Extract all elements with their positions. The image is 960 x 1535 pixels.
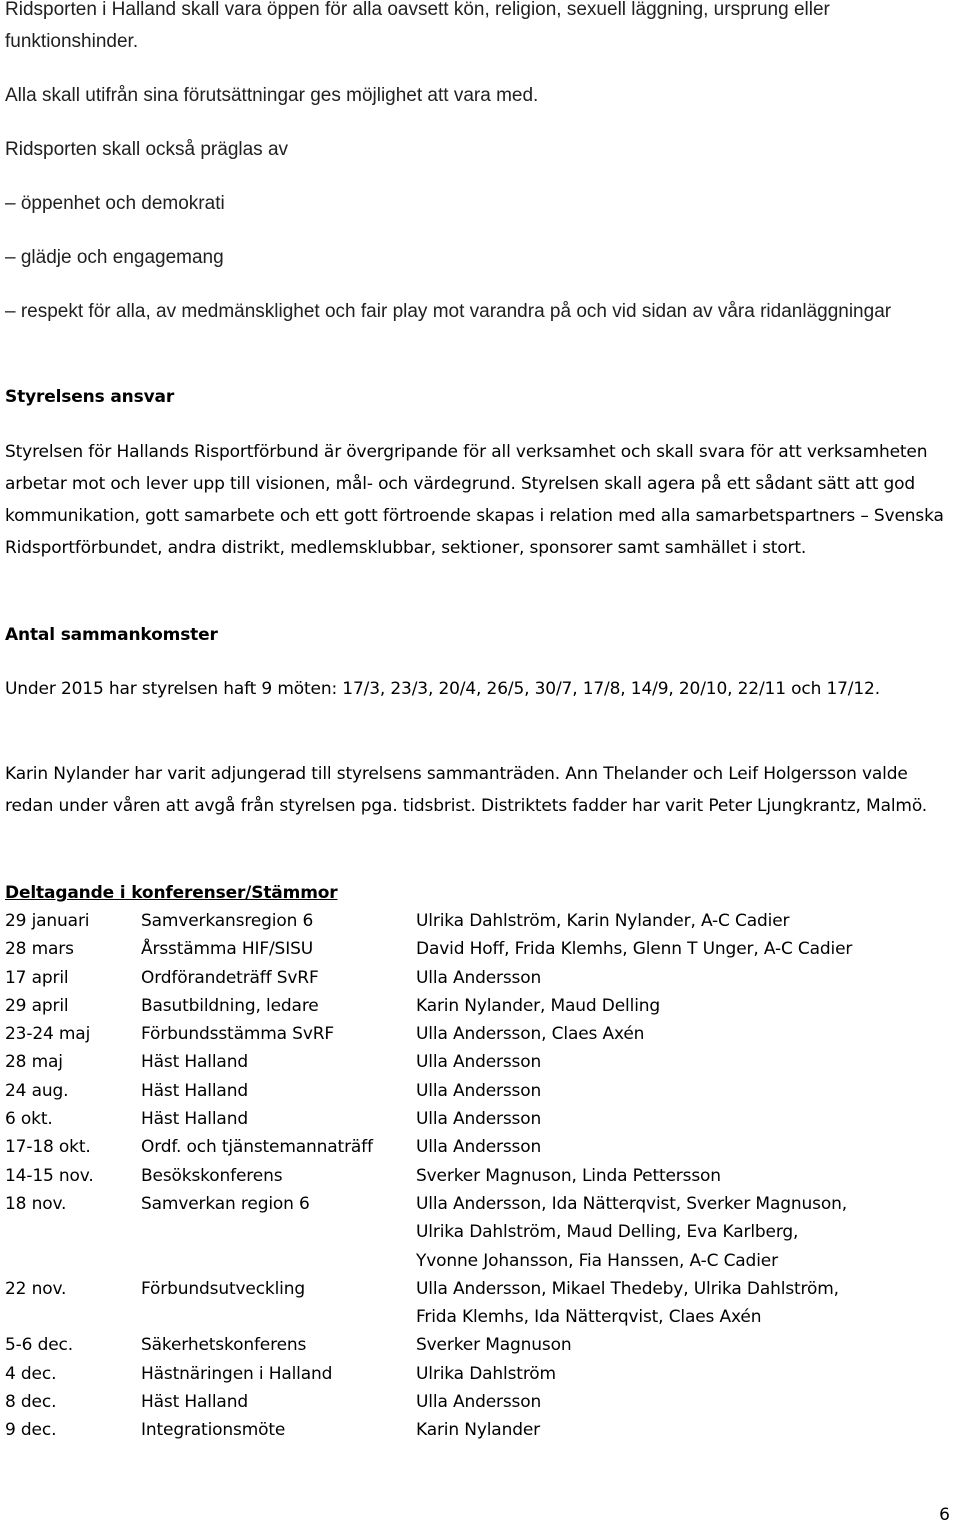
conference-participants: [416, 1020, 955, 1048]
conference-participants: [416, 1190, 955, 1275]
board-paragraph: Karin Nylander har varit adjungerad till styrelsens sammanträden. Ann Thelander och Leif Holgersson valde redan under våren att avgå från styrelsen pga. tidsbrist. Distriktets fadder har varit Peter Ljungkrantz, Malmö.: [5, 764, 928, 816]
heading-antal-sammankomster: Antal sammankomster: [5, 625, 218, 645]
conference-participants: [416, 1162, 955, 1190]
conference-row: [5, 1077, 955, 1105]
intro-line-1: Ridsporten i Halland skall vara öppen för alla oavsett kön, religion, sexuell läggning, ursprung eller funktionshinder.: [5, 0, 830, 52]
heading-styrelsens-ansvar: Styrelsens ansvar: [5, 387, 175, 407]
conference-event: Årsstämma HIF/SISU: [141, 939, 313, 960]
meetings-paragraph: Under 2015 har styrelsen haft 9 möten: 17/3, 23/3, 20/4, 26/5, 30/7, 17/8, 14/9, 20/10, 22/11 och 17/12.: [5, 679, 880, 699]
conference-row: [5, 1331, 955, 1359]
participant-line: Ulrika Dahlström, Maud Delling, Eva Karlberg,: [416, 1222, 799, 1243]
participant-line: Ulrika Dahlström, Karin Nylander, A-C Cadier: [416, 911, 790, 931]
participant-line: Ulla Andersson: [416, 1052, 542, 1073]
intro-line-3: Ridsporten skall också präglas av: [5, 139, 289, 160]
conference-list: [5, 907, 955, 1445]
conference-event: Häst Halland: [141, 1392, 248, 1413]
bullet-openness: – öppenhet och demokrati: [5, 193, 225, 214]
conference-date: 22 nov.: [5, 1278, 67, 1299]
conference-date: 9 dec.: [5, 1420, 57, 1441]
conference-event: Ordf. och tjänstemannaträff: [141, 1137, 373, 1158]
page-number: 6: [939, 1505, 950, 1525]
conference-date: 6 okt.: [5, 1109, 53, 1130]
intro-line-2: Alla skall utifrån sina förutsättningar ges möjlighet att vara med.: [5, 85, 539, 106]
conference-date: 24 aug.: [5, 1080, 69, 1101]
conference-row: [5, 1416, 955, 1444]
conference-participants: [416, 1388, 955, 1416]
conference-participants: [416, 1275, 955, 1332]
conference-date: 28 mars: [5, 939, 74, 960]
conference-participants: [416, 935, 955, 963]
conference-date: 29 januari: [5, 911, 90, 931]
conference-participants: [416, 964, 955, 992]
conference-event: Integrationsmöte: [141, 1420, 286, 1441]
participant-line: Yvonne Johansson, Fia Hanssen, A-C Cadier: [416, 1250, 778, 1271]
conference-event: Förbundsutveckling: [141, 1278, 306, 1299]
conference-participants: [416, 1133, 955, 1161]
bullet-joy: – glädje och engagemang: [5, 247, 224, 268]
conference-date: 17 april: [5, 967, 69, 988]
conference-date: 17-18 okt.: [5, 1137, 91, 1158]
conference-date: 5-6 dec.: [5, 1335, 73, 1356]
conference-row: [5, 1020, 955, 1048]
conference-event: Häst Halland: [141, 1109, 248, 1130]
participant-line: Ulla Andersson, Ida Nätterqvist, Sverker Magnuson,: [416, 1193, 847, 1214]
conference-row: [5, 935, 955, 963]
conference-date: 28 maj: [5, 1052, 63, 1073]
participant-line: Frida Klemhs, Ida Nätterqvist, Claes Axén: [416, 1307, 762, 1328]
conference-date: 29 april: [5, 995, 69, 1016]
conference-date: 8 dec.: [5, 1392, 57, 1413]
conference-event: Ordförandeträff SvRF: [141, 967, 319, 988]
conference-row: [5, 992, 955, 1020]
conference-row: [5, 1048, 955, 1076]
conference-event: Samverkan region 6: [141, 1193, 310, 1214]
conference-event: Besökskonferens: [141, 1165, 283, 1186]
conference-participants: [416, 1077, 955, 1105]
conference-participants: [416, 1360, 955, 1388]
participant-line: Ulrika Dahlström: [416, 1363, 556, 1384]
participant-line: Ulla Andersson, Mikael Thedeby, Ulrika Dahlström,: [416, 1278, 839, 1299]
ansvar-paragraph: Styrelsen för Hallands Risportförbund är övergripande för all verksamhet och skall svara för att verksamheten arbetar mot och lever upp till visionen, mål- och värdegrund. Styrelsen skall agera på ett sådant sätt att god kommunikation, gott samarbete och ett gott förtroende skapas i relation med alla samarbetspartners – Svenska Ridsportförbundet, andra distrikt, medlemsklubbar, sektioner, sponsorer samt samhället i stort.: [5, 442, 944, 558]
conference-event: Häst Halland: [141, 1080, 248, 1101]
participant-line: Sverker Magnuson, Linda Pettersson: [416, 1165, 721, 1186]
conference-date: 18 nov.: [5, 1193, 67, 1214]
conference-row: [5, 1190, 955, 1275]
conference-event: Säkerhetskonferens: [141, 1335, 307, 1356]
participant-line: Karin Nylander: [416, 1420, 540, 1441]
conference-participants: [416, 1048, 955, 1076]
conference-participants: [416, 907, 955, 935]
participant-line: Sverker Magnuson: [416, 1335, 572, 1356]
conference-row: [5, 1105, 955, 1133]
participant-line: Ulla Andersson: [416, 1392, 542, 1413]
participant-line: Ulla Andersson: [416, 1080, 542, 1101]
conference-date: 14-15 nov.: [5, 1165, 94, 1186]
conference-event: Basutbildning, ledare: [141, 995, 319, 1016]
conference-row: [5, 1162, 955, 1190]
conference-participants: [416, 992, 955, 1020]
participant-line: Karin Nylander, Maud Delling: [416, 995, 661, 1016]
conference-event: Förbundsstämma SvRF: [141, 1024, 335, 1045]
conference-participants: [416, 1416, 955, 1444]
conference-date: 23-24 maj: [5, 1024, 91, 1045]
participant-line: Ulla Andersson, Claes Axén: [416, 1024, 645, 1045]
conference-row: [5, 1275, 955, 1332]
heading-konferenser: Deltagande i konferenser/Stämmor: [5, 883, 338, 903]
conference-participants: [416, 1331, 955, 1359]
conference-row: [5, 1388, 955, 1416]
conference-participants: [416, 1105, 955, 1133]
conference-row: [5, 1360, 955, 1388]
conference-row: [5, 964, 955, 992]
participant-line: Ulla Andersson: [416, 1137, 542, 1158]
conference-date: 4 dec.: [5, 1363, 57, 1384]
participant-line: David Hoff, Frida Klemhs, Glenn T Unger, A-C Cadier: [416, 939, 853, 960]
conference-event: Samverkansregion 6: [141, 911, 314, 931]
conference-event: Häst Halland: [141, 1052, 248, 1073]
participant-line: Ulla Andersson: [416, 1109, 542, 1130]
conference-row: [5, 1133, 955, 1161]
conference-row: [5, 907, 955, 935]
participant-line: Ulla Andersson: [416, 967, 542, 988]
conference-event: Hästnäringen i Halland: [141, 1363, 333, 1384]
bullet-respect: – respekt för alla, av medmänsklighet och fair play mot varandra på och vid sidan av våra ridanläggningar: [5, 301, 892, 322]
